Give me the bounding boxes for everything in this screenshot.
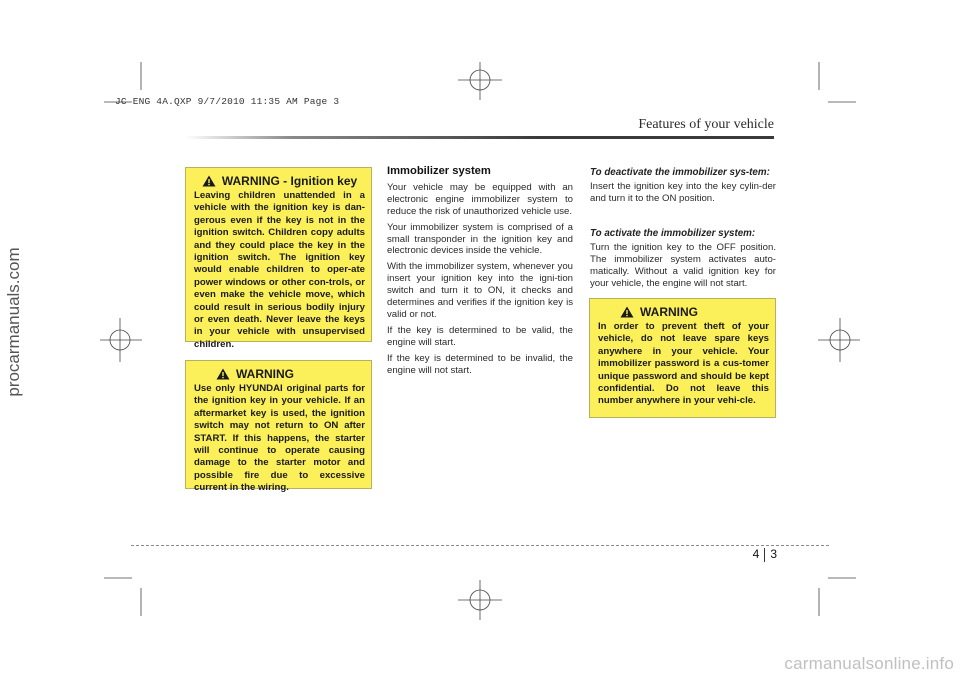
warning-box-original-parts <box>185 360 372 494</box>
paragraph: Your immobilizer system is comprised of a small transponder in the ignition key and electronic devices inside the vehicle. <box>387 221 573 257</box>
paragraph: If the key is determined to be valid, the engine will start. <box>387 324 573 348</box>
warning-triangle-icon <box>620 306 634 318</box>
deactivate-section <box>590 167 776 209</box>
warning-title: WARNING <box>236 367 294 381</box>
footer-rule <box>131 545 829 546</box>
subsection-title: To activate the immobilizer system: <box>590 228 756 239</box>
warning-header <box>194 367 365 381</box>
warning-body: In order to prevent theft of your vehicle, do not leave spare keys anywhere in your vehicle. Your immobilizer password is a cus-tomer unique password and should be kept confidential. Do not leave this number anywhere in your vehi-cle. <box>598 321 769 407</box>
paragraph: With the immobilizer system, whenever you insert your ignition key into the igni-tion switch and turn it to ON, it checks and determines and verifies if the ignition key is valid or not. <box>387 261 573 320</box>
page-number-value: 3 <box>770 547 777 561</box>
bottom-watermark: carmanualsonline.info <box>784 654 954 673</box>
paragraph: Turn the ignition key to the OFF position. The immobilizer system activates auto-matically. Without a valid ignition key for your vehicle, the engine will not start. <box>590 241 776 289</box>
registration-mark-icon <box>818 318 860 362</box>
warning-title: WARNING - Ignition key <box>221 174 358 188</box>
immobilizer-section <box>387 166 573 381</box>
warning-box-password <box>589 298 776 418</box>
page-number-separator <box>764 548 765 562</box>
side-watermark: procarmanuals.com <box>4 247 23 397</box>
page-header-title: Features of your vehicle <box>638 117 774 132</box>
warning-triangle-icon <box>216 368 230 380</box>
section-number: 4 <box>752 547 760 561</box>
paragraph: If the key is determined to be invalid, the engine will not start. <box>387 352 573 376</box>
paragraph: Insert the ignition key into the key cylin-der and turn it to the ON position. <box>590 180 776 204</box>
warning-title: WARNING <box>640 305 698 319</box>
paragraph: Your vehicle may be equipped with an electronic engine immobilizer system to reduce the risk of unauthorized vehicle use. <box>387 181 573 217</box>
warning-header <box>598 305 769 319</box>
header-rule <box>185 136 774 139</box>
page-number <box>753 547 777 562</box>
registration-mark-icon <box>100 318 142 362</box>
warning-body: Use only HYUNDAI original parts for the ignition key in your vehicle. If an aftermarket key is used, the ignition switch may not return to ON after START. If this happens, the starter will continue to operate causing damage to the starter motor and possible fire due to excessive current in the wiring. <box>194 383 365 494</box>
warning-header <box>194 174 365 188</box>
warning-box-ignition-key <box>185 167 372 350</box>
warning-body: Leaving children unattended in a vehicle with the ignition key is dan-gerous even if the key is not in the ignition switch. Children copy adults and they could place the key in the ignition switch. The ignition key would enable children to oper-ate power windows or other con-trols, or even make the vehicle move, which could result in serious bodily injury or even death. Never leave the keys in your vehicle with unsupervised children. <box>194 190 365 350</box>
warning-triangle-icon <box>202 175 216 187</box>
section-title: Immobilizer system <box>387 165 491 177</box>
activate-section <box>590 228 776 294</box>
subsection-title: To deactivate the immobilizer sys-tem: <box>590 167 770 178</box>
registration-mark-icon <box>458 62 502 100</box>
print-slug: JC ENG 4A.QXP 9/7/2010 11:35 AM Page 3 <box>115 96 340 107</box>
registration-mark-icon <box>458 580 502 620</box>
